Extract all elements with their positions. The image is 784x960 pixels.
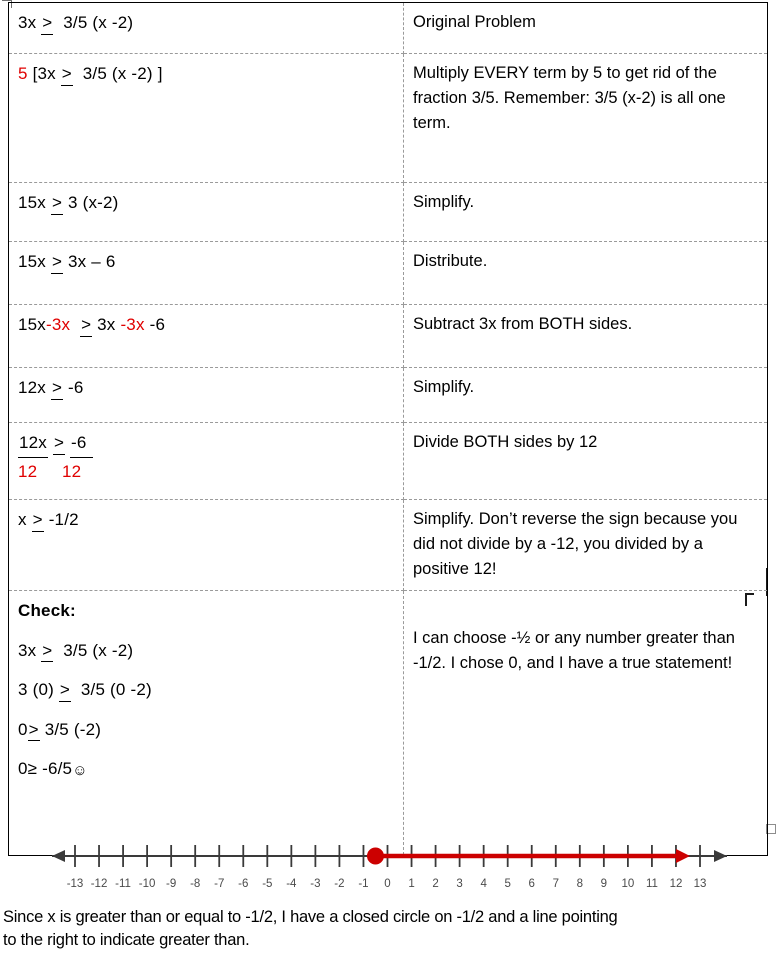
greater-equal-symbol: > <box>61 61 73 87</box>
tick-label: 2 <box>432 878 439 890</box>
greater-equal-symbol: > <box>51 190 63 216</box>
tick-label: -10 <box>138 878 156 890</box>
tick-label: 7 <box>552 878 559 890</box>
work-cell <box>9 54 404 183</box>
closed-circle-point <box>368 849 382 863</box>
table-row <box>9 368 768 423</box>
tick-label: 10 <box>621 878 635 890</box>
tick-label: -1 <box>358 878 369 890</box>
tick-label: -11 <box>115 878 131 890</box>
number-line-svg <box>0 838 784 900</box>
work-expression <box>18 375 395 401</box>
expr-part: 3 (0) <box>18 680 59 699</box>
greater-equal-symbol: > <box>53 430 65 456</box>
solution-ray-arrowhead-icon <box>676 849 690 863</box>
explanation-line: fraction 3/5. Remember: 3/5 (x-2) is all <box>413 88 694 107</box>
tick-label: 0 <box>384 878 391 890</box>
table-row <box>9 3 768 54</box>
work-cell <box>9 368 404 423</box>
expr-part: 3/5 (x -2) <box>53 13 134 32</box>
greater-equal-symbol: > <box>28 717 40 743</box>
tick-label: 5 <box>504 878 511 890</box>
numerator-right-value: -6 <box>71 433 87 452</box>
expr-part: 3x <box>18 13 42 32</box>
explanation-line: Multiply EVERY term by 5 to get rid of the <box>413 64 717 82</box>
expr-part: x <box>18 510 32 529</box>
explanation-text <box>413 312 759 337</box>
expr-part: 15x <box>18 315 47 334</box>
work-expression <box>18 717 395 743</box>
work-expression-fraction <box>18 430 395 484</box>
explanation-line: Subtract 3x from BOTH sides. <box>413 315 633 333</box>
greater-equal-symbol: > <box>51 375 63 401</box>
number-line-tick-labels <box>67 878 707 890</box>
tick-label: -13 <box>66 878 84 890</box>
tick-label: 13 <box>693 878 707 890</box>
table-row <box>9 423 768 500</box>
work-expression <box>18 677 395 703</box>
graph-caption <box>3 906 781 952</box>
table-body <box>9 3 768 856</box>
tick-label: -4 <box>286 878 297 890</box>
number-line-solution-ray <box>368 849 690 863</box>
expr-part: 3 (x-2) <box>63 193 119 212</box>
tick-label: -8 <box>190 878 201 890</box>
expr-part: 15x <box>18 252 51 271</box>
tick-label: 11 <box>645 878 658 890</box>
table-row <box>9 591 768 856</box>
explanation-text <box>413 190 759 215</box>
tick-label: -7 <box>214 878 225 890</box>
expr-part: 3/5 (0 -2) <box>71 680 152 699</box>
explanation-text <box>413 61 759 135</box>
fraction-denominator-left: 12 <box>18 461 38 481</box>
expr-part: 12x <box>18 378 51 397</box>
tick-label: -9 <box>166 878 177 890</box>
tick-label: -3 <box>310 878 321 890</box>
caption-line: to the right to indicate greater than. <box>3 930 250 949</box>
greater-equal-symbol: > <box>32 507 44 533</box>
explanation-cell <box>404 305 768 368</box>
explanation-text <box>413 10 759 35</box>
tick-label: 3 <box>456 878 463 890</box>
explanation-text <box>413 507 759 581</box>
explanation-cell <box>404 591 768 856</box>
tick-label: -5 <box>262 878 273 890</box>
expr-part: -6 <box>144 315 166 334</box>
expr-part: 3/5 (x -2) <box>53 640 134 660</box>
explanation-cell <box>404 183 768 242</box>
explanation-text <box>413 249 759 274</box>
tick-label: 1 <box>408 878 415 890</box>
work-cell <box>9 500 404 591</box>
explanation-line: you did not divide by a -12, you divided <box>413 510 738 553</box>
expr-part: 3x – 6 <box>63 252 116 271</box>
right-arrowhead-icon <box>714 850 727 862</box>
explanation-line: Simplify. <box>413 378 475 396</box>
smiley-face-icon: ☺ <box>72 762 88 779</box>
work-cell <box>9 242 404 305</box>
explanation-cell <box>404 242 768 305</box>
fraction-denominator-right: 12 <box>61 461 82 481</box>
explanation-cell <box>404 368 768 423</box>
expr-part: -1/2 <box>43 510 79 529</box>
fraction-numerator-right <box>70 430 92 458</box>
explanation-cell <box>404 423 768 500</box>
explanation-text <box>413 375 759 400</box>
table-row <box>9 242 768 305</box>
work-cell <box>9 423 404 500</box>
caption-line: Since x is greater than or equal to -1/2, I have a closed circle on -1/2 and a line pointing <box>3 908 618 926</box>
explanation-line: Original Problem <box>413 13 536 31</box>
explanation-text <box>413 430 759 455</box>
work-expression <box>18 249 395 275</box>
tick-label: -2 <box>334 878 345 890</box>
expr-part: 15x <box>18 193 51 212</box>
explanation-line: Divide BOTH sides by 12 <box>413 433 598 451</box>
expr-part-highlight: -3x <box>46 315 71 334</box>
tick-label: 4 <box>480 878 487 890</box>
work-cell-check <box>9 591 404 856</box>
expr-part: 3x <box>92 315 121 334</box>
explanation-line: one term. <box>413 88 726 132</box>
expr-part: 3/5 (-2) <box>39 719 102 739</box>
work-expression <box>18 10 395 36</box>
expr-part-highlight: -3x <box>120 315 145 334</box>
expr-part: -6 <box>63 378 84 397</box>
work-expression <box>18 638 395 664</box>
tick-label: 8 <box>576 878 584 890</box>
expr-part: 0 <box>18 719 28 739</box>
fraction-denominators <box>18 459 395 485</box>
tick-label: 12 <box>669 878 683 890</box>
expr-part-highlight: 5 <box>18 64 28 83</box>
work-expression <box>18 190 395 216</box>
work-expression <box>18 61 395 87</box>
work-cell <box>9 3 404 54</box>
explanation-line: Distribute. <box>413 252 488 270</box>
expr-part: [3x <box>27 64 61 83</box>
check-heading: Check: <box>18 601 76 620</box>
explanation-text <box>413 626 759 676</box>
explanation-cell <box>404 54 768 183</box>
explanation-cell <box>404 500 768 591</box>
explanation-line: than -1/2. I chose 0, and I have a true <box>413 629 735 672</box>
solution-steps-table <box>8 2 768 856</box>
table-row <box>9 500 768 591</box>
work-cell <box>9 183 404 242</box>
explanation-line: statement! <box>655 653 733 672</box>
expr-part: 0≥ -6/5 <box>18 759 73 778</box>
explanation-cell <box>404 3 768 54</box>
greater-equal-symbol: > <box>80 312 92 338</box>
work-expression <box>18 507 395 533</box>
number-line-graph <box>0 838 784 900</box>
work-cell <box>9 305 404 368</box>
work-expression <box>18 756 395 783</box>
greater-equal-symbol: > <box>41 10 53 36</box>
tick-label: 9 <box>600 878 608 890</box>
greater-equal-symbol: > <box>59 677 71 703</box>
tick-label: -6 <box>238 878 249 890</box>
table-row <box>9 305 768 368</box>
tick-label: -12 <box>90 878 108 890</box>
table-row <box>9 183 768 242</box>
expr-part: 3/5 (x -2) ] <box>72 64 163 83</box>
tick-label: 6 <box>528 878 535 890</box>
table-row <box>9 54 768 183</box>
work-expression <box>18 312 395 338</box>
fraction-numerator-left: 12x <box>18 430 48 458</box>
explanation-line: by a positive 12! <box>413 534 703 578</box>
greater-equal-symbol: > <box>51 249 63 275</box>
explanation-line: Simplify. Don’t reverse the sign because <box>413 510 707 528</box>
expr-part <box>70 315 80 334</box>
greater-equal-symbol: > <box>41 638 53 664</box>
explanation-line: I can choose -½ or any number greater <box>413 629 699 647</box>
left-arrowhead-icon <box>52 850 65 862</box>
explanation-line: Simplify. <box>413 193 475 211</box>
expr-part: 3x <box>18 640 42 660</box>
